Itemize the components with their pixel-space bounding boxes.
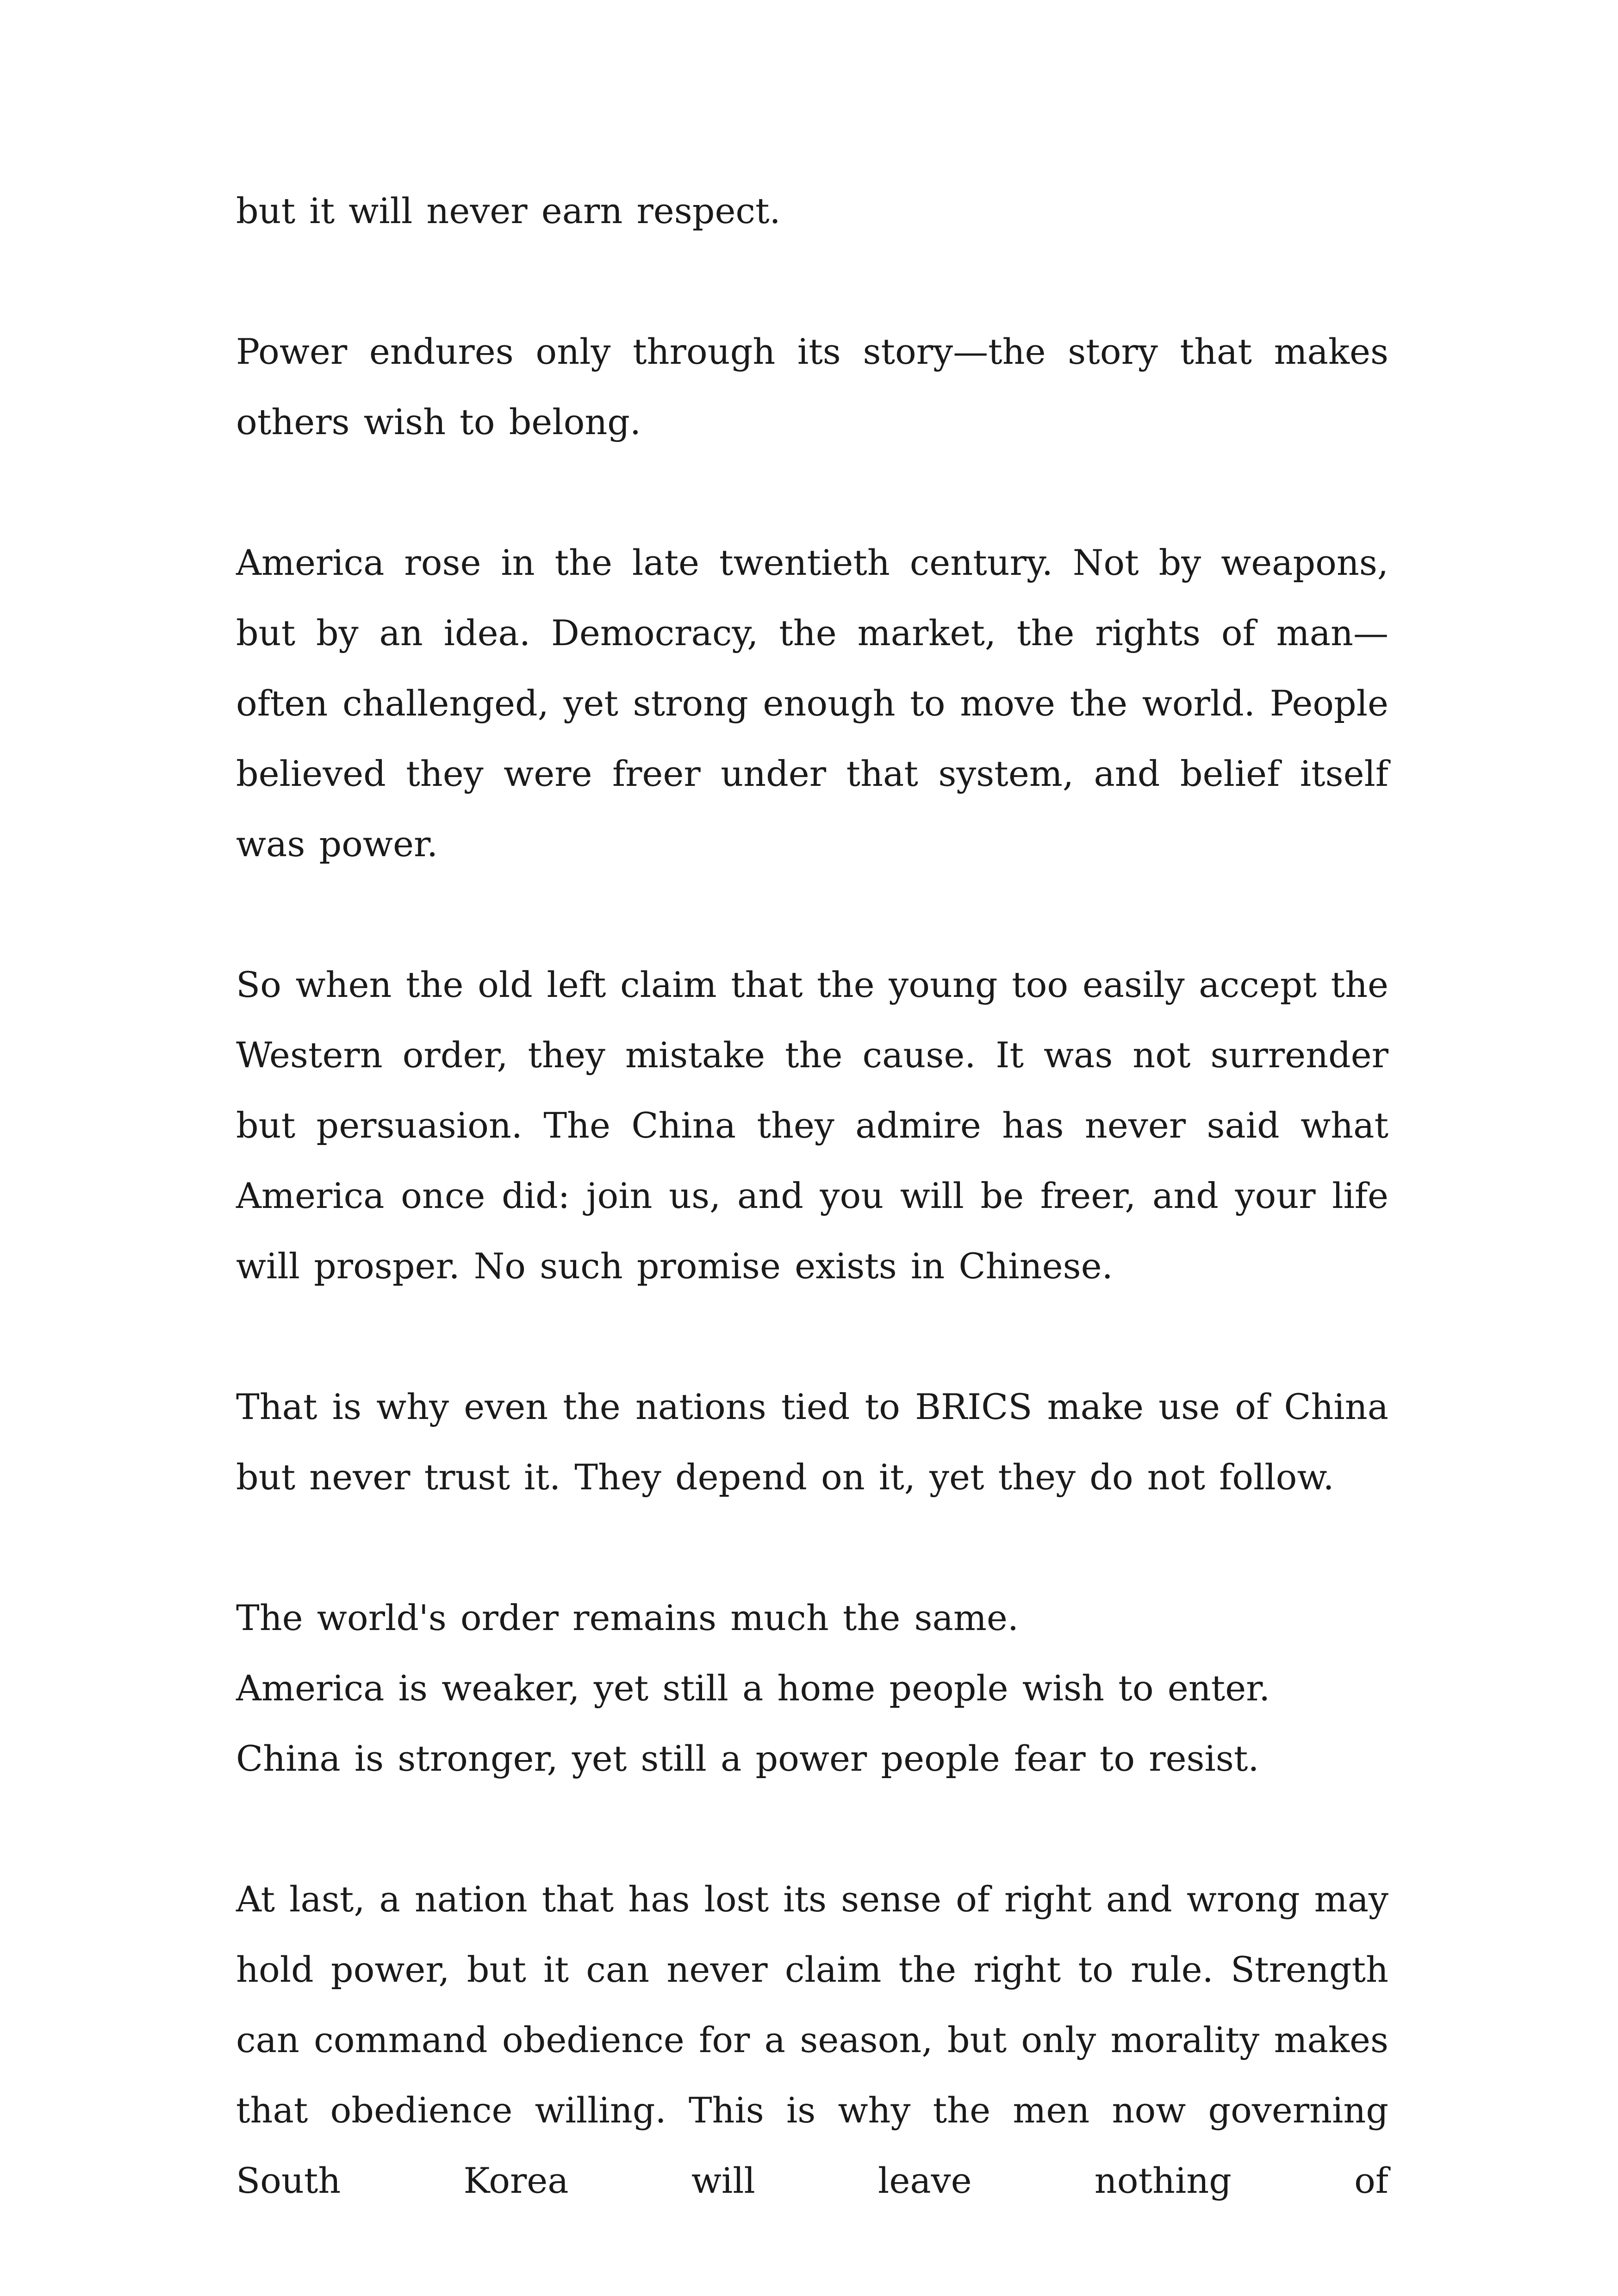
stanza-line-1: The world's order remains much the same. [236, 1597, 1019, 1638]
body-text [236, 176, 1388, 2286]
stanza-line-3: China is stronger, yet still a power people fear to resist. [236, 1738, 1259, 1779]
paragraph-1: but it will never earn respect. [236, 190, 781, 231]
paragraph-2: Power endures only through its story—the story that makes others wish to belong. [236, 331, 1388, 442]
stanza [236, 1583, 1388, 1794]
stanza-line-2: America is weaker, yet still a home people wish to enter. [236, 1668, 1270, 1709]
paragraph-4: So when the old left claim that the young too easily accept the Western order, they mistake the cause. It was not surrender but persuasion. The China they admire has never said what America once did: join us, and you will be freer, and your life will prosper. No such promise exists in Chinese. [236, 964, 1388, 1287]
paragraph-final: At last, a nation that has lost its sense of right and wrong may hold power, but it can never claim the right to rule. Strength can command obedience for a season, but only morality makes that obedience willing. This is why the men now governing South Korea will leave nothing of [236, 1879, 1388, 2201]
paragraph-5: That is why even the nations tied to BRICS make use of China but never trust it. They depend on it, yet they do not follow. [236, 1386, 1388, 1498]
paragraph-3: America rose in the late twentieth century. Not by weapons, but by an idea. Democracy, the market, the rights of man—often challenged, yet strong enough to move the world. People believed they were freer under that system, and belief itself was power. [236, 542, 1388, 865]
